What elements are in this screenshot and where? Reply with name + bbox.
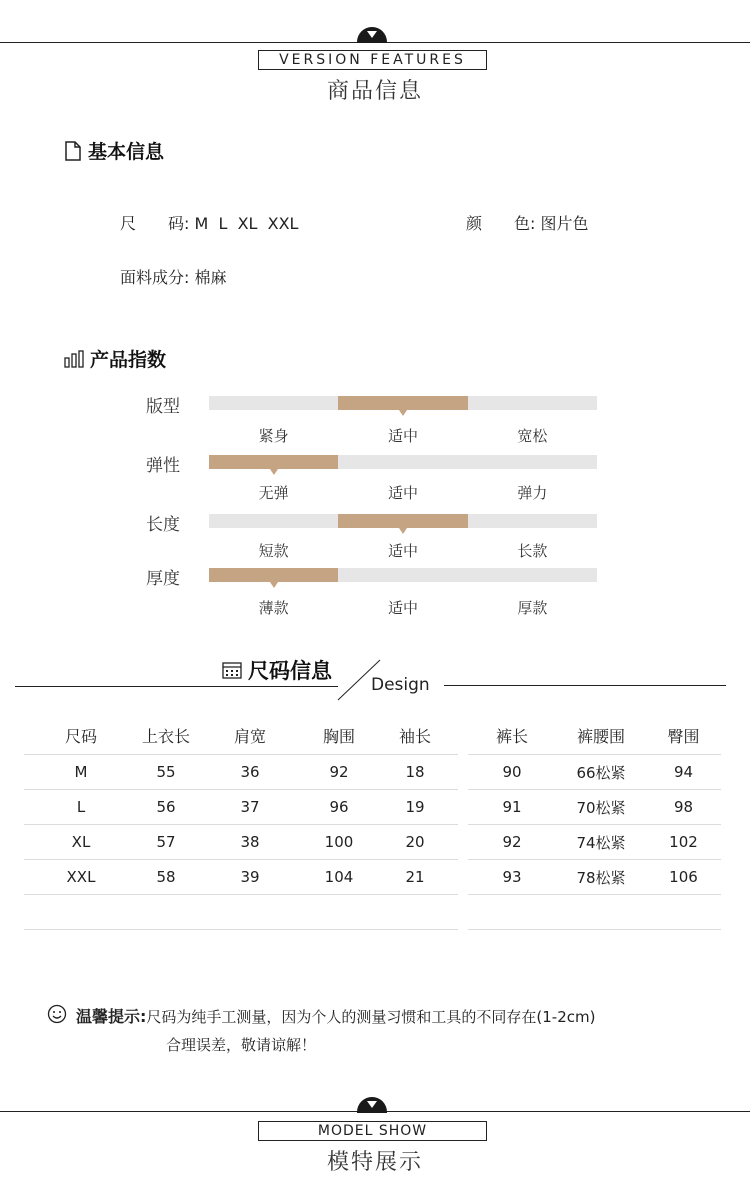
table-cell: 93: [468, 860, 556, 895]
index-option: 无弹: [258, 484, 289, 502]
fabric-label: 面料成分:: [120, 268, 190, 287]
product-info-title: 商品信息: [326, 79, 423, 104]
calendar-icon: [222, 661, 242, 679]
index-track: [209, 514, 597, 528]
table-cell: L: [24, 790, 138, 825]
column-header: 尺码: [24, 716, 138, 755]
index-pointer: [270, 469, 278, 475]
table-cell: 100: [306, 825, 372, 860]
size-info-heading: [222, 655, 332, 685]
index-option: 适中: [387, 484, 418, 502]
table-cell: 98: [646, 790, 721, 825]
color-label: 颜 色:: [466, 214, 536, 233]
color-value: 图片色: [540, 214, 589, 233]
table-cell: [194, 895, 306, 930]
index-label: 长度: [146, 515, 180, 535]
index-pointer: [399, 410, 407, 416]
table-cell: 57: [138, 825, 194, 860]
index-pointer: [399, 528, 407, 534]
smile-icon: [47, 1004, 67, 1024]
size-value: M L XL XXL: [194, 214, 299, 233]
tip-label: 温馨提示:: [76, 1007, 147, 1026]
tip-text-2: 合理误差，敬请谅解！: [166, 1036, 317, 1054]
top-size-table: [24, 716, 458, 930]
size-info-heading-text: 尺码信息: [248, 659, 332, 683]
table-cell: [138, 895, 194, 930]
size-label: 尺 码:: [120, 214, 190, 233]
table-cell: 37: [194, 790, 306, 825]
version-features-title: VERSION FEATURES: [258, 50, 487, 70]
index-track: [209, 455, 597, 469]
table-cell: 39: [194, 860, 306, 895]
table-cell: [24, 895, 138, 930]
arrow-down-icon: [357, 27, 387, 43]
table-cell: 55: [138, 755, 194, 790]
fabric-value: 棉麻: [194, 268, 227, 287]
color-field: [466, 211, 589, 234]
table-cell: 70松紧: [556, 790, 646, 825]
index-option: 厚款: [517, 599, 548, 617]
table-row: [24, 895, 458, 930]
table-cell: 74松紧: [556, 825, 646, 860]
table-cell: 58: [138, 860, 194, 895]
index-option: 适中: [387, 599, 418, 617]
index-option: 适中: [387, 542, 418, 560]
index-label: 弹性: [146, 456, 180, 476]
table-cell: 92: [468, 825, 556, 860]
size-rule-right: [444, 685, 726, 686]
index-fill: [209, 568, 338, 582]
index-option: 弹力: [517, 484, 548, 502]
index-option: 短款: [258, 542, 289, 560]
table-cell: [468, 895, 556, 930]
table-cell: 106: [646, 860, 721, 895]
table-cell: XL: [24, 825, 138, 860]
column-header: 上衣长: [138, 716, 194, 755]
index-label: 版型: [146, 397, 180, 417]
table-cell: 102: [646, 825, 721, 860]
index-option: 紧身: [258, 427, 289, 445]
tip-text-1: 尺码为纯手工测量，因为个人的测量习惯和工具的不同存在(1-2cm): [146, 1008, 596, 1026]
index-fill: [209, 455, 338, 469]
table-cell: M: [24, 755, 138, 790]
size-field: [120, 211, 298, 234]
table-cell: 38: [194, 825, 306, 860]
table-cell: [646, 895, 721, 930]
design-label: Design: [371, 675, 430, 695]
index-label: 厚度: [146, 569, 180, 589]
index-fill: [338, 514, 467, 528]
column-header: 臀围: [646, 716, 721, 755]
table-cell: [556, 895, 646, 930]
arrow-down-icon: [357, 1097, 387, 1113]
pants-size-table: [468, 716, 721, 930]
table-cell: 19: [372, 790, 458, 825]
bar-chart-icon: [64, 350, 84, 368]
document-icon: [64, 141, 82, 161]
table-cell: 21: [372, 860, 458, 895]
index-fill: [338, 396, 467, 410]
tip-line-1: [76, 1004, 595, 1027]
table-row: [468, 825, 721, 860]
index-option: 薄款: [258, 599, 289, 617]
table-row: [468, 895, 721, 930]
table-row: [24, 860, 458, 895]
table-row: [24, 755, 458, 790]
index-option: 宽松: [517, 427, 548, 445]
table-row: [24, 790, 458, 825]
table-row: [468, 755, 721, 790]
product-index-heading: [64, 345, 166, 372]
column-header: 裤腰围: [556, 716, 646, 755]
index-option: 适中: [387, 427, 418, 445]
table-cell: 20: [372, 825, 458, 860]
table-cell: 91: [468, 790, 556, 825]
table-cell: [306, 895, 372, 930]
basic-info-heading-text: 基本信息: [88, 141, 165, 163]
index-option: 长款: [517, 542, 548, 560]
table-cell: 36: [194, 755, 306, 790]
table-cell: 94: [646, 755, 721, 790]
model-display-title: 模特展示: [326, 1150, 423, 1175]
index-track: [209, 396, 597, 410]
index-track: [209, 568, 597, 582]
table-cell: 56: [138, 790, 194, 825]
column-header: 袖长: [372, 716, 458, 755]
table-header-row: [24, 716, 458, 755]
table-cell: 92: [306, 755, 372, 790]
table-cell: 90: [468, 755, 556, 790]
table-cell: 104: [306, 860, 372, 895]
size-rule-left: [15, 686, 338, 687]
table-header-row: [468, 716, 721, 755]
table-cell: XXL: [24, 860, 138, 895]
table-row: [468, 790, 721, 825]
table-cell: 66松紧: [556, 755, 646, 790]
table-row: [24, 825, 458, 860]
table-cell: 18: [372, 755, 458, 790]
column-header: 裤长: [468, 716, 556, 755]
model-show-title: MODEL SHOW: [258, 1121, 487, 1141]
table-cell: 78松紧: [556, 860, 646, 895]
table-cell: 96: [306, 790, 372, 825]
index-pointer: [270, 582, 278, 588]
table-row: [468, 860, 721, 895]
column-header: 肩宽: [194, 716, 306, 755]
basic-info-heading: [64, 137, 164, 164]
table-cell: [372, 895, 458, 930]
column-header: 胸围: [306, 716, 372, 755]
product-index-heading-text: 产品指数: [90, 349, 167, 371]
fabric-field: [120, 265, 227, 288]
